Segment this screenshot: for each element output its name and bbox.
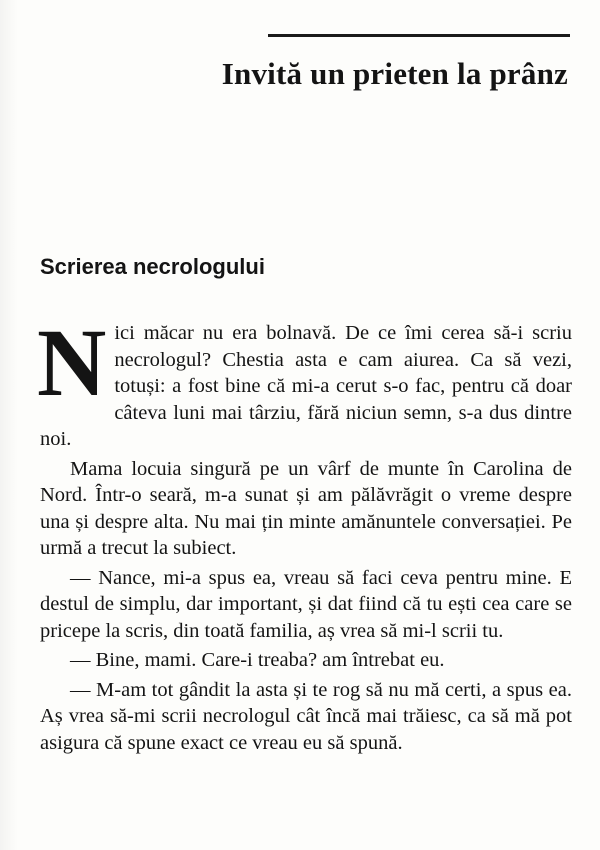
paragraph-3: — Nance, mi-a spus ea, vreau să faci ceva pentru mine. E destul de simplu, dar important, și dat fiind că tu ești cea care se pricepe la scris, din toată familia, aș vrea să mi-l scrii tu. [40, 566, 572, 642]
body-text [37, 309, 572, 756]
drop-cap: N [37, 309, 107, 416]
paragraph-1 [37, 309, 572, 453]
page-edge-shadow [0, 0, 18, 850]
paragraph-5: — M-am tot gândit la asta și te rog să nu mă certi, a spus ea. Aș vrea să-mi scrii necrologul cât încă mai trăiesc, ca să mă pot asigura că spune exact ce vreau eu să spună. [40, 678, 572, 754]
paragraph-1-text: ici măcar nu era bolnavă. De ce îmi cerea să-i scriu necrologul? Chestia asta e cam aiurea. Ca să vezi, totuși: a fost bine că mi-a cerut s-o fac, pentru că doar câteva luni mai târziu, fără niciun semn, s-a dus dintre noi. [40, 322, 572, 450]
paragraph-4: — Bine, mami. Care-i treaba? am întrebat eu. [70, 649, 445, 671]
section-heading: Scrierea necrologului [40, 254, 265, 279]
chapter-rule [268, 34, 570, 37]
chapter-title: Invită un prieten la prânz [221, 56, 568, 91]
paragraph-2: Mama locuia singură pe un vârf de munte în Carolina de Nord. Într-o seară, m-a sunat și am pălăvrăgit o vreme despre una și despre alta. Nu mai țin minte amănuntele conversației. Pe urmă a trecut la subiect. [40, 457, 572, 559]
